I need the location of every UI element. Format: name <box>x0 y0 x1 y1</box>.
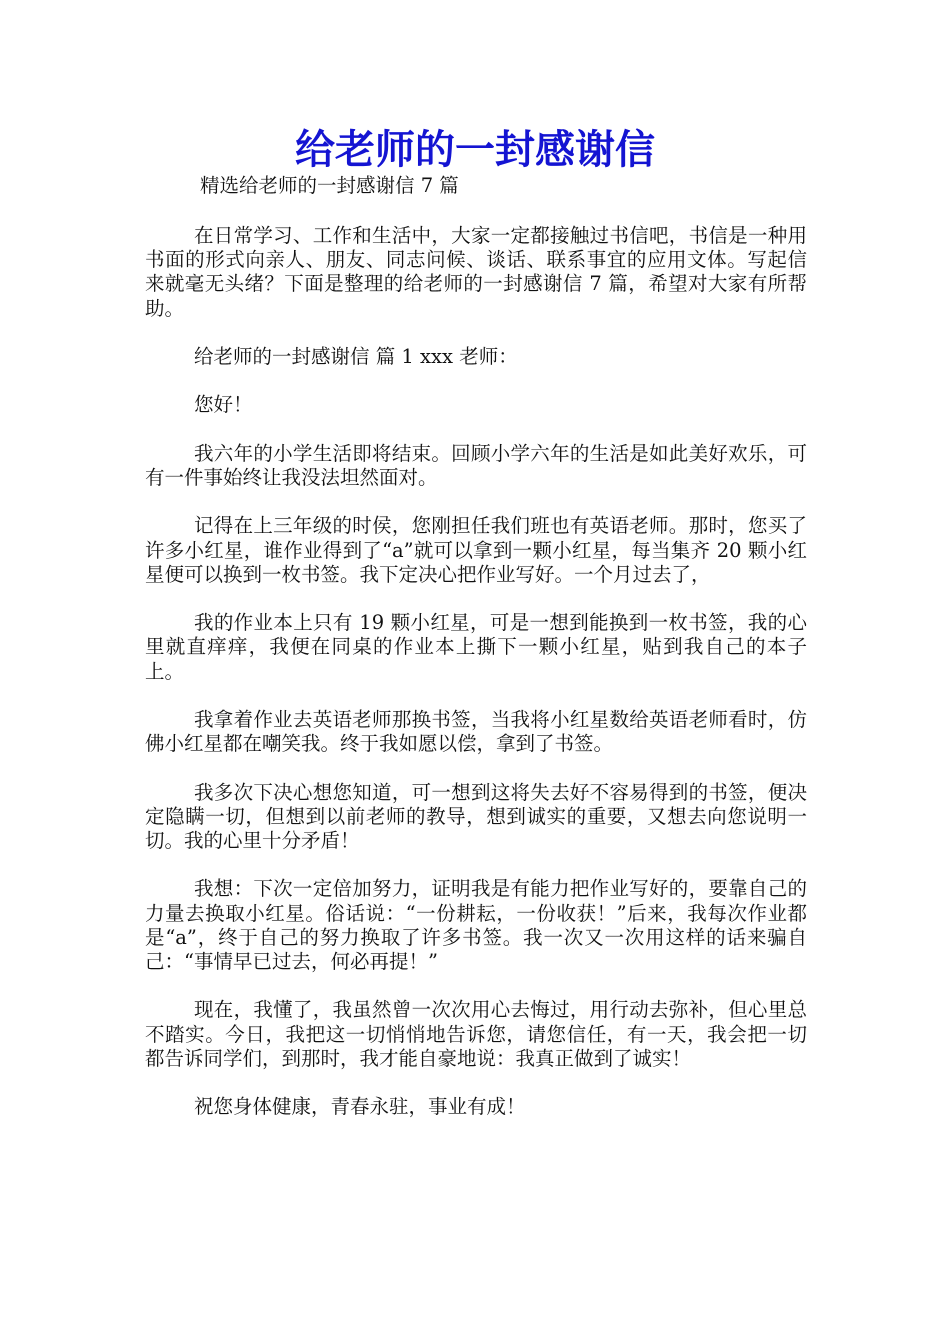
paragraph: 我想：下次一定倍加努力，证明我是有能力把作业写好的，要靠自己的力量去换取小红星。俗话说：“一份耕耘，一份收获！”后来，我每次作业都是“a”，终于自己的努力换取了许多书签。我一次又一次用这样的话来骗自己：“事情早已过去，何必再提！” <box>145 877 807 973</box>
paragraph: 我拿着作业去英语老师那换书签，当我将小红星数给英语老师看时，仿佛小红星都在嘲笑我。终于我如愿以偿，拿到了书签。 <box>145 707 807 756</box>
document-title: 给老师的一封感谢信 <box>295 126 655 173</box>
paragraph: 我六年的小学生活即将结束。回顾小学六年的生活是如此美好欢乐，可有一件事始终让我没法坦然面对。 <box>145 441 807 489</box>
paragraph: 记得在上三年级的时侯，您刚担任我们班也有英语老师。那时，您买了许多小红星，谁作业得到了“a”就可以拿到一颗小红星，每当集齐 20 颗小红星便可以换到一枚书签。我下定决心把作业写好。一个月过去了， <box>145 514 807 586</box>
paragraph: 我多次下决心想您知道，可一想到这将失去好不容易得到的书签，便决定隐瞒一切，但想到以前老师的教导，想到诚实的重要，又想去向您说明一切。我的心里十分矛盾！ <box>145 780 807 852</box>
document-body <box>145 224 807 1144</box>
paragraph-letter-heading: 给老师的一封感谢信 篇 1 xxx 老师： <box>194 345 518 368</box>
paragraph: 现在，我懂了，我虽然曾一次次用心去悔过，用行动去弥补，但心里总不踏实。今日，我把这一切悄悄地告诉您，请您信任，有一天，我会把一切都告诉同学们，到那时，我才能自豪地说：我真正做到了诚实！ <box>145 998 807 1070</box>
paragraph-greeting: 您好！ <box>194 393 253 417</box>
paragraph: 我的作业本上只有 19 颗小红星，可是一想到能换到一枚书签，我的心里就直痒痒，我便在同桌的作业本上撕下一颗小红星，贴到我自己的本子上。 <box>145 611 807 683</box>
paragraph-closing: 祝您身体健康，青春永驻，事业有成！ <box>194 1095 526 1119</box>
document-subtitle: 精选给老师的一封感谢信 7 篇 <box>200 174 459 197</box>
paragraph-intro: 在日常学习、工作和生活中，大家一定都接触过书信吧，书信是一种用书面的形式向亲人、朋友、同志问候、谈话、联系事宜的应用文体。写起信来就毫无头绪？下面是整理的给老师的一封感谢信 7 篇，希望对大家有所帮助。 <box>145 224 807 320</box>
